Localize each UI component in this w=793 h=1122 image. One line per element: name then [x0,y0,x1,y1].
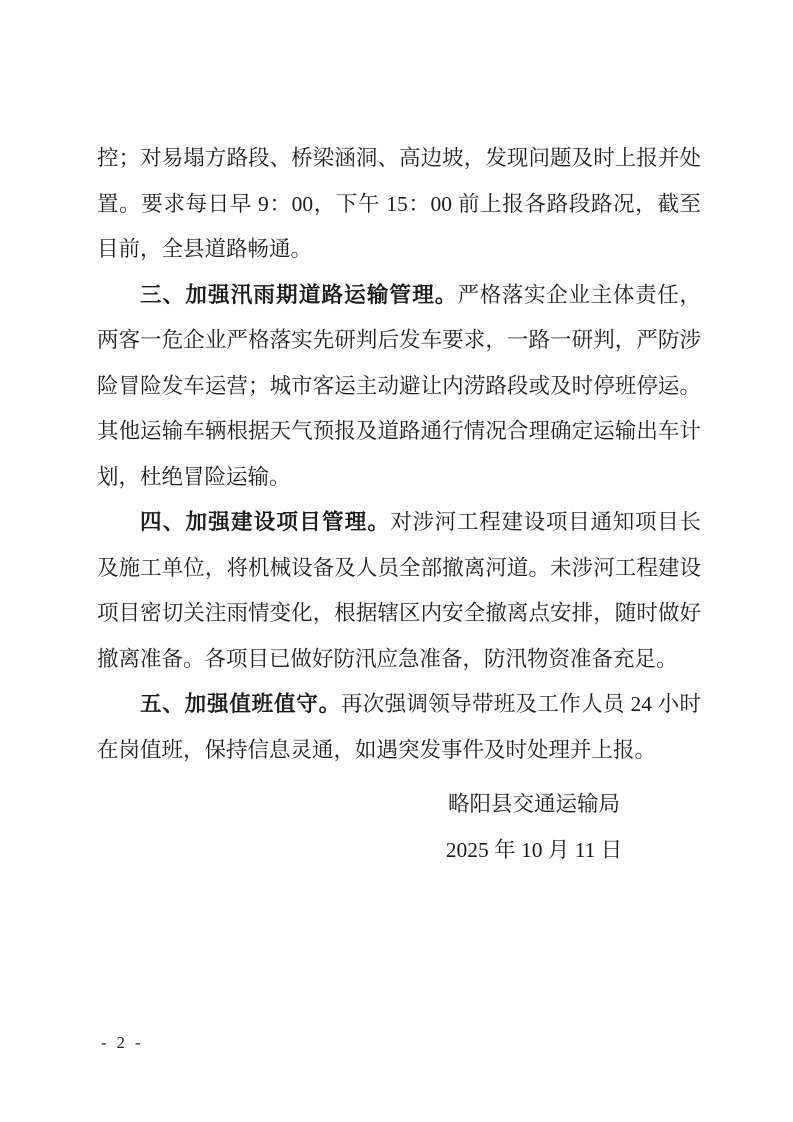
signature-block [374,782,694,873]
signature-date: 2025 年 10 月 11 日 [445,837,623,862]
section-5-heading: 五、加强值班值守。 [140,692,341,716]
section-3-text: 严格落实企业主体责任，两客一危企业严格落实先研判后发车要求，一路一研判，严防涉险冒险发车运营；城市客运主动避让内涝路段或及时停班停运。其他运输车辆根据天气预报及道路通行情况合理确定运输出车计划，杜绝冒险运输。 [97,282,701,489]
section-5-text: 再次强调领导带班及工作人员 24 小时在岗值班，保持信息灵通，如遇突发事件及时处理并上报。 [97,692,701,762]
page-number: - 2 - [101,1033,144,1052]
section-3-heading: 三、加强汛雨期道路运输管理。 [140,282,458,307]
paragraph-section-5 [97,682,701,773]
signature-organization: 略阳县交通运输局 [447,792,620,816]
paragraph-section-3 [97,273,701,501]
paragraph-continuation [97,136,701,273]
section-4-text: 对涉河工程建设项目通知项目长及施工单位，将机械设备及人员全部撤离河道。未涉河工程建设项目密切关注雨情变化，根据辖区内安全撤离点安排，随时做好撤离准备。各项目已做好防汛应急准备，防汛物资准备充足。 [97,510,701,671]
paragraph-section-4 [97,500,701,682]
document-body [97,136,701,873]
paragraph-text: 控；对易塌方路段、桥梁涵洞、高边坡，发现问题及时上报并处置。要求每日早 9：00，下午 15：00 前上报各路段路况，截至目前，全县道路畅通。 [97,146,701,261]
section-4-heading: 四、加强建设项目管理。 [140,510,391,534]
